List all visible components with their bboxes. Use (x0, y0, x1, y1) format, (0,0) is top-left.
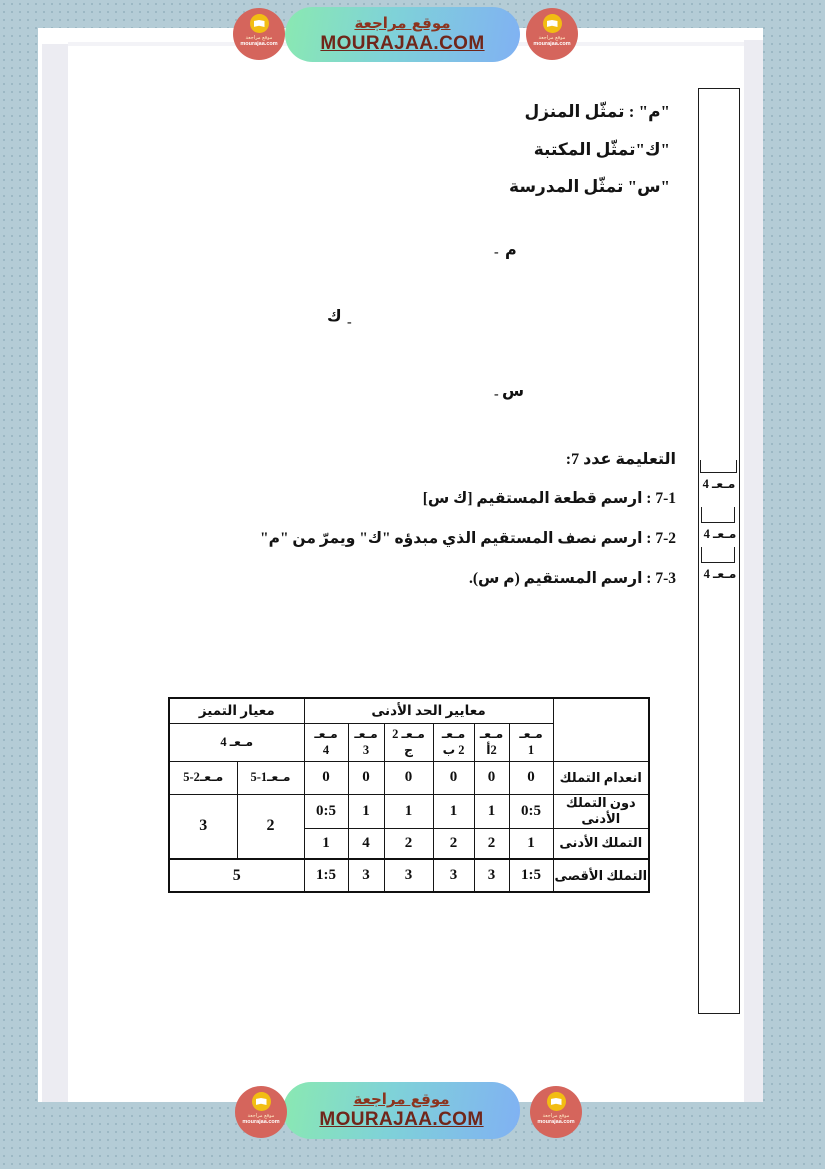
distinction-total: 5 (169, 859, 304, 892)
rubric-col-3 (348, 723, 384, 761)
cell-value: 3 (433, 859, 474, 892)
point-dash-k: - (347, 315, 352, 330)
col-label-bottom: ج (404, 743, 414, 757)
instruction-item-3: 7-3 : ارسم المستقيم (م س). (468, 570, 676, 587)
footer-badge-right (530, 1086, 582, 1138)
cutoff-cell-border (701, 507, 735, 523)
rubric-distinction-header: معيار التميز (169, 698, 304, 723)
rubric-col-2a (474, 723, 509, 761)
cell-value: 1 (384, 794, 433, 828)
header-badge-right (526, 8, 578, 60)
col-label-top: مـعـ (441, 726, 466, 741)
legend-line-house: "م" : تمثّل المنزل (524, 102, 670, 121)
instruction-title: التعليمة عدد 7: (565, 451, 676, 468)
cell-value: 1 (304, 828, 348, 859)
rubric-distinction-sub: مـعـ 4 (169, 723, 304, 761)
header-site-name-arabic: موقع مراجعة (354, 14, 451, 32)
cell-value: 1 (433, 794, 474, 828)
header-site-banner[interactable] (285, 7, 520, 62)
cell-value: 4 (348, 828, 384, 859)
cell-value: 3 (348, 859, 384, 892)
instruction-item-2: 7-2 : ارسم نصف المستقيم الذي مبدؤه "ك" ويمرّ من "م" (259, 530, 676, 547)
row-label-max-mastery: التملك الأقصى (553, 859, 649, 892)
rubric-col-4 (304, 723, 348, 761)
badge-site-name-arabic: موقع مراجعة (247, 1113, 275, 1119)
row-label-no-mastery: انعدام التملك (553, 761, 649, 794)
cell-value: 0 (348, 761, 384, 794)
badge-site-name-arabic: موقع مراجعة (538, 35, 566, 41)
logo-sun-icon (547, 1092, 566, 1111)
side-label-2: مـعـ 4 (703, 527, 737, 541)
cutoff-cell-border (701, 547, 735, 563)
col-label-bottom: 2أ (486, 743, 497, 757)
header-site-domain: MOURAJAA.COM (320, 33, 485, 54)
distinction-value-5-1: 2 (237, 794, 304, 859)
badge-site-name-arabic: موقع مراجعة (542, 1113, 570, 1119)
side-label-1: مـعـ 4 (702, 477, 736, 491)
open-book-icon (547, 20, 558, 27)
rubric-min-criteria-header: معايير الحد الأدنى (304, 698, 553, 723)
point-dash-s: - (494, 387, 499, 402)
cutoff-cell-border (700, 460, 737, 473)
points-legend (350, 93, 670, 206)
rubric-col-2b (433, 723, 474, 761)
footer-site-banner[interactable] (283, 1082, 520, 1139)
cell-value: 2 (384, 828, 433, 859)
legend-line-school: "س" تمثّل المدرسة (509, 177, 670, 196)
badge-site-name-arabic: موقع مراجعة (245, 35, 273, 41)
cell-value: 0:5 (304, 794, 348, 828)
rubric-col-1 (509, 723, 553, 761)
cell-value: 2 (474, 828, 509, 859)
point-label-s: س (502, 383, 525, 400)
col-label-top: مـعـ (519, 726, 543, 741)
footer-badge-left (235, 1086, 287, 1138)
logo-sun-icon (252, 1092, 271, 1111)
col-label-bottom: 3 (362, 743, 370, 757)
instruction-block (246, 449, 676, 599)
point-label-m: م (505, 242, 517, 259)
cell-value: 3 (474, 859, 509, 892)
scan-shadow-right (744, 40, 763, 1102)
cell-value: 0 (474, 761, 509, 794)
rubric-table (168, 697, 650, 893)
col-label-top: مـعـ (314, 726, 338, 741)
cell-value: 1:5 (304, 859, 348, 892)
logo-sun-icon (250, 14, 269, 33)
cell-value: 1:5 (509, 859, 553, 892)
footer-site-domain: MOURAJAA.COM (319, 1109, 484, 1130)
cell-value: 2 (433, 828, 474, 859)
scan-shadow-left (42, 44, 68, 1102)
cell-value: 0 (304, 761, 348, 794)
row-label-min-mastery: التملك الأدنى (553, 828, 649, 859)
col-label-top: مـعـ (479, 726, 504, 741)
open-book-icon (256, 1098, 267, 1105)
cell-value: 0 (433, 761, 474, 794)
footer-site-name-arabic: موقع مراجعة (353, 1090, 450, 1108)
rubric-col-5-1: مـعـ1-5 (237, 761, 304, 794)
point-label-k: ك (327, 308, 342, 325)
point-dash-m: - (494, 245, 499, 260)
rubric-corner-cell (553, 698, 649, 761)
instruction-item-1: 7-1 : ارسم قطعة المستقيم [ك س] (422, 490, 676, 507)
col-label-top: مـعـ 2 (392, 726, 425, 741)
row-label-below-min: دون التملك الأدنى (553, 794, 649, 828)
distinction-value-5-2: 3 (169, 794, 237, 859)
logo-sun-icon (543, 14, 562, 33)
rubric-col-2c (384, 723, 433, 761)
header-badge-left (233, 8, 285, 60)
cell-value: 1 (474, 794, 509, 828)
cell-value: 1 (348, 794, 384, 828)
cell-value: 3 (384, 859, 433, 892)
open-book-icon (551, 1098, 562, 1105)
badge-site-domain: mourajaa.com (242, 1119, 280, 1125)
cell-value: 1 (509, 828, 553, 859)
col-label-bottom: 1 (527, 743, 535, 757)
side-label-3: مـعـ 4 (703, 567, 737, 581)
legend-line-library: "ك"تمثّل المكتبة (533, 139, 670, 159)
cell-value: 0:5 (509, 794, 553, 828)
col-label-bottom: 4 (322, 743, 330, 757)
badge-site-domain: mourajaa.com (537, 1119, 575, 1125)
cell-value: 0 (509, 761, 553, 794)
cell-value: 0 (384, 761, 433, 794)
badge-site-domain: mourajaa.com (240, 41, 278, 47)
rubric-col-5-2: مـعـ2-5 (169, 761, 237, 794)
col-label-top: مـعـ (354, 726, 378, 741)
badge-site-domain: mourajaa.com (533, 41, 571, 47)
open-book-icon (254, 20, 265, 27)
col-label-bottom: 2 ب (442, 743, 465, 757)
